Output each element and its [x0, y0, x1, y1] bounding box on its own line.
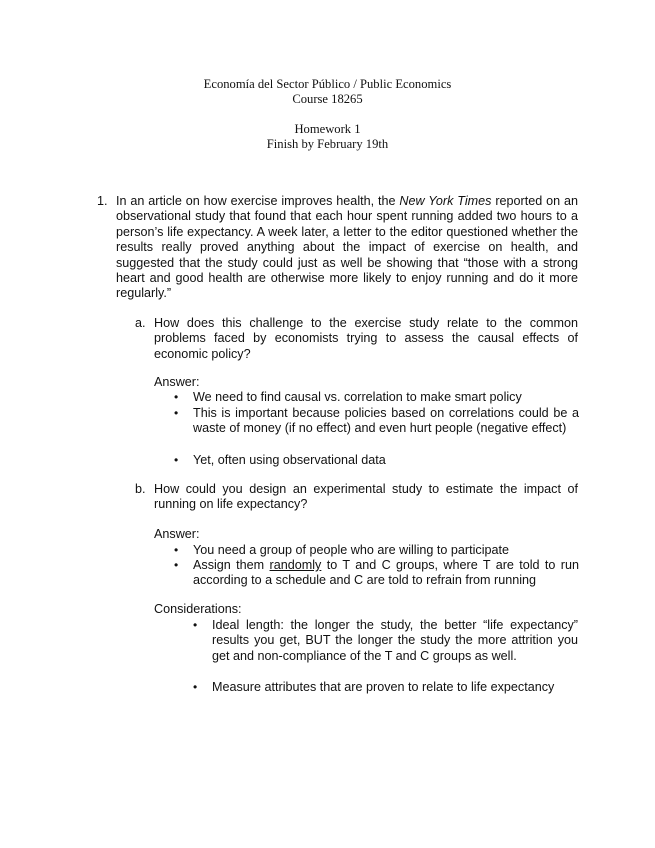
part-b-letter: b. — [135, 482, 146, 496]
publication-name: New York Times — [399, 194, 492, 208]
consideration-2: Measure attributes that are proven to relate to life expectancy — [212, 680, 555, 694]
course-number: Course 18265 — [292, 92, 363, 106]
part-a-answer-label: Answer: — [154, 375, 200, 389]
part-a-bullet-1: We need to find causal vs. correlation to make smart policy — [193, 390, 522, 404]
part-b-bullet-2 — [193, 558, 579, 589]
question-text-part1: In an article on how exercise improves health, the — [116, 194, 400, 208]
bullet-dot: • — [174, 406, 179, 420]
bullet-dot: • — [174, 390, 179, 404]
part-b-bullet-2-pre: Assign them — [193, 558, 270, 572]
due-date: Finish by February 19th — [266, 137, 389, 151]
course-title: Economía del Sector Público / Public Economics — [203, 77, 452, 91]
part-a-bullet-2: This is important because policies based on correlations could be a waste of money (if no effect) and even hurt people (negative effect) — [193, 406, 579, 436]
bullet-dot: • — [193, 680, 198, 694]
bullet-dot: • — [174, 453, 179, 467]
part-a-letter: a. — [135, 316, 146, 330]
question-text-part2: reported on an observational study that found that each hour spent running added two hours to a person’s life expectancy. A week later, a letter to the editor questioned whether the results really proved anything about the impact of exercise on health, and suggested that the study could just as well be showing that “those with a strong heart and good health are otherwise more likely to enjoy running and do it more regularly.” — [116, 194, 579, 301]
bullet-dot: • — [174, 543, 179, 557]
part-b-bullet-1: You need a group of people who are willing to participate — [193, 543, 509, 557]
question-number: 1. — [97, 194, 108, 208]
homework-title: Homework 1 — [294, 122, 361, 136]
bullet-dot: • — [193, 618, 198, 632]
considerations-label: Considerations: — [154, 602, 242, 616]
randomly-underlined: randomly — [269, 558, 322, 572]
part-b-bullet-2-post: to T and C groups, where T are told to run according to a schedule and C are told to refrain from running — [193, 558, 580, 588]
part-a-bullet-3: Yet, often using observational data — [193, 453, 386, 467]
part-a-question: How does this challenge to the exercise study relate to the common problems faced by economists trying to assess the causal effects of economic policy? — [154, 316, 578, 361]
bullet-dot: • — [174, 558, 179, 572]
part-b-answer-label: Answer: — [154, 527, 200, 541]
consideration-1: Ideal length: the longer the study, the better “life expectancy” results you get, BUT the longer the study the more attrition you get and non-compliance of the T and C groups as well. — [212, 618, 578, 663]
part-b-question: How could you design an experimental study to estimate the impact of running on life expectancy? — [154, 482, 578, 512]
question-text — [116, 194, 578, 302]
